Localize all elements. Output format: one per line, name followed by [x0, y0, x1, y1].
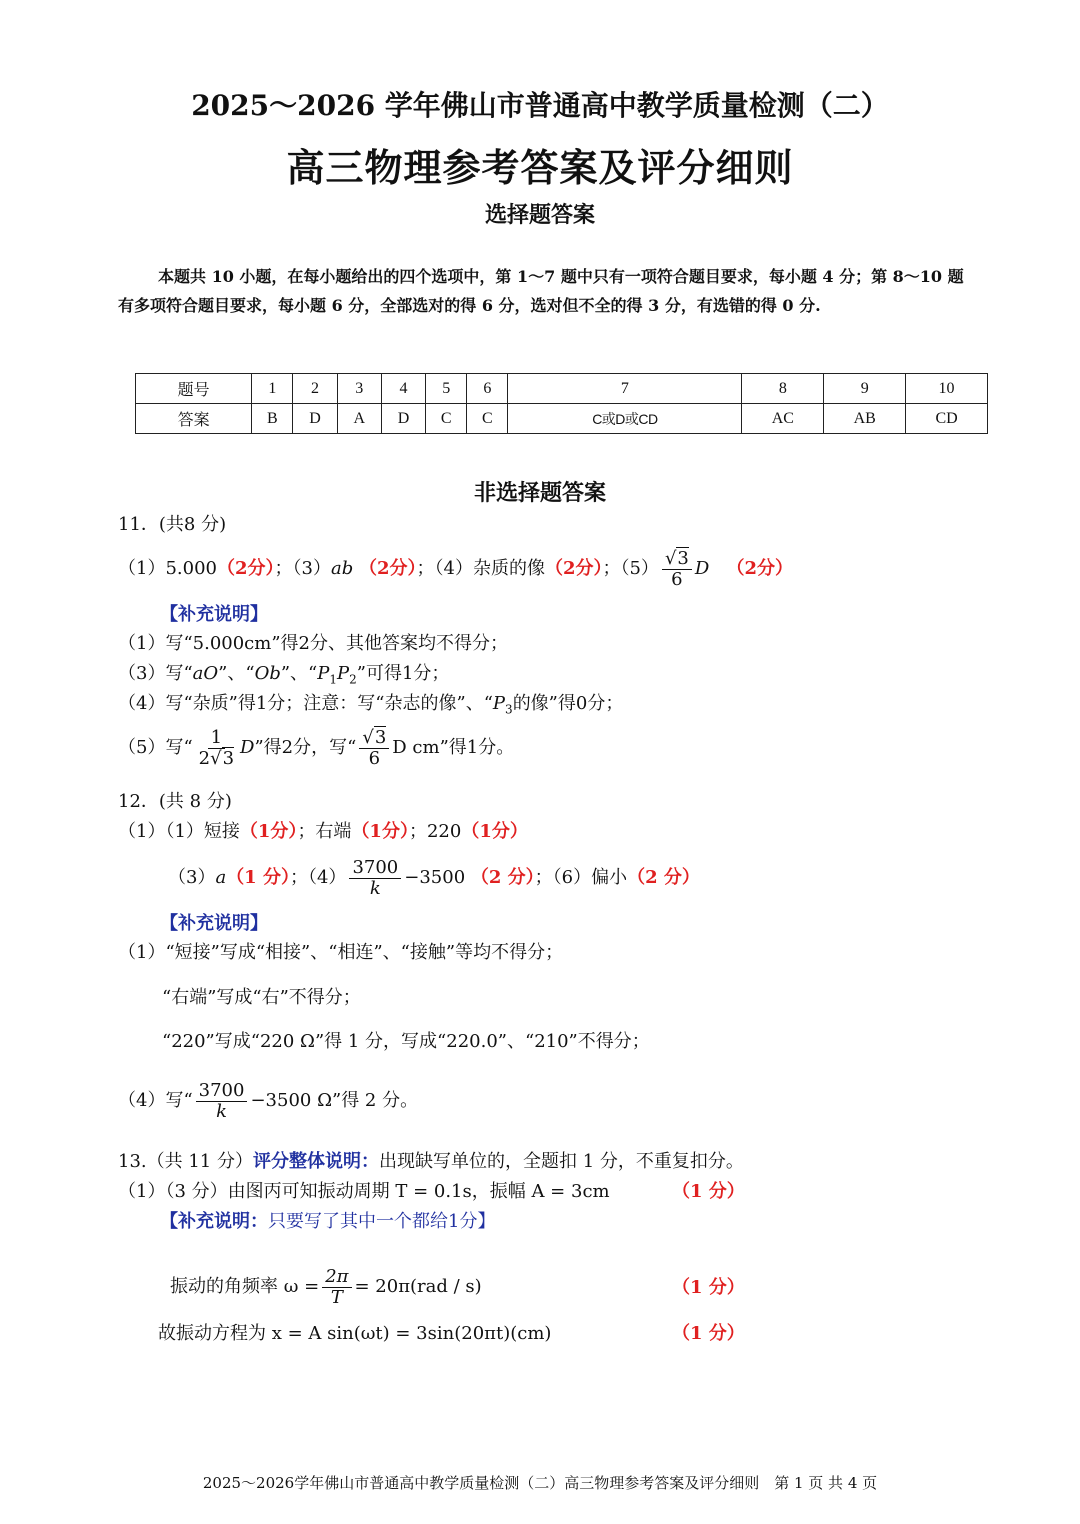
- frac-num: 1: [208, 728, 225, 749]
- frac-den: 6: [671, 568, 683, 590]
- q12-line-2: [168, 853, 700, 903]
- table-cell: 9: [824, 374, 906, 404]
- q11-note-1: （1）写“5.000cm”得2分、其他答案均不得分；: [118, 633, 508, 654]
- text: ；（4）: [289, 867, 347, 888]
- text: ”得2分，写“: [254, 737, 357, 758]
- table-cell: C: [467, 404, 508, 434]
- text: 评分整体说明：: [252, 1151, 379, 1172]
- text: ”、“: [218, 663, 255, 684]
- fraction: [196, 1081, 248, 1122]
- table-cell: D: [381, 404, 425, 434]
- frac-num: 3: [677, 547, 689, 569]
- text: （4）写“杂质”得1分；注意：写“杂志的像”、“: [118, 693, 493, 714]
- text: ；右端: [297, 821, 352, 842]
- q11-supplement-heading: 【补充说明】: [160, 604, 268, 625]
- q12-note-4: [118, 1076, 418, 1126]
- exam-title-line: 2025～2026 学年佛山市普通高中教学质量检测（二）: [191, 89, 889, 122]
- score: （2分）: [358, 558, 417, 579]
- q13-line-1: （1）（3 分）由图丙可知振动周期 T = 0.1s，振幅 A = 3cm: [118, 1181, 610, 1202]
- fraction: [349, 858, 401, 899]
- frac-num: 3700: [196, 1081, 248, 1102]
- subscript: 2: [349, 672, 357, 687]
- q12-note-2: “右端”写成“右”不得分；: [162, 987, 361, 1008]
- text: 只要写了其中一个都给1分】: [268, 1211, 496, 1232]
- q11-answers: [118, 546, 793, 592]
- q11-answer-4: ；（4）杂质的像: [416, 558, 545, 579]
- table-cell: AB: [824, 404, 906, 434]
- frac-den: 2: [198, 747, 211, 769]
- page-title: 高三物理参考答案及评分细则: [286, 145, 794, 190]
- text: （3）写“: [118, 663, 193, 684]
- text: Ob: [254, 663, 281, 684]
- mc-section-heading: 选择题答案: [484, 202, 595, 228]
- text: ”得1分。: [439, 737, 515, 758]
- q12-heading: 12．(共 8 分): [118, 791, 232, 812]
- text: （1）（1）短接: [118, 821, 240, 842]
- table-cell: 4: [381, 374, 425, 404]
- q13-heading: [118, 1150, 744, 1174]
- table-cell: D: [293, 404, 337, 434]
- text: 的像”得0分；: [512, 693, 624, 714]
- q11-answer-1: （1）5.000: [118, 558, 217, 579]
- table-cell: 6: [467, 374, 508, 404]
- subscript: 1: [329, 672, 338, 687]
- text: 出现缺写单位的，全题扣 1 分，不重复扣分。: [378, 1151, 744, 1172]
- q11-label-5: ；（5）: [602, 558, 659, 579]
- table-row-answers: [136, 404, 988, 434]
- text: （3）: [168, 867, 216, 888]
- q13-line-2: [170, 1262, 482, 1312]
- frac-den: k: [369, 877, 381, 899]
- mc-instructions: 本题共 10 小题，在每小题给出的四个选项中，第 1～7 题中只有一项符合题目要求，每小题 4 分；第 8～10 题有多项符合题目要求，每小题 6 分，全部选对的得 6 分，选对但不全的得 3 分，有选错的得 0 分.: [118, 267, 964, 315]
- score: （2分）: [216, 558, 275, 579]
- score: （1 分）: [226, 867, 290, 888]
- table-cell-label: 题号: [136, 374, 252, 404]
- table-cell: 7: [508, 374, 742, 404]
- text: 振动的角频率 ω =: [170, 1276, 320, 1297]
- frac-num: 3: [374, 726, 387, 748]
- table-cell: CD: [906, 404, 988, 434]
- q12-note-1: （1）“短接”写成“相接”、“相连”、“接触”等均不得分；: [118, 942, 564, 963]
- text: 【补充说明：: [160, 1211, 268, 1232]
- q12-note-3: “220”写成“220 Ω”得 1 分，写成“220.0”、“210”不得分；: [162, 1031, 650, 1052]
- q11-note-4: [118, 692, 623, 722]
- text: D: [240, 737, 255, 758]
- q11-answer-5-var: D: [694, 558, 710, 579]
- table-cell: 8: [742, 374, 824, 404]
- fraction: $\frac{√3}{6}$: [662, 549, 692, 590]
- q13-line-3: 故振动方程为 x = A sin(ωt) = 3sin(20πt)(cm): [158, 1323, 552, 1344]
- score: （1分）: [351, 821, 409, 842]
- q11-note-5: [118, 724, 514, 772]
- frac-den: T: [330, 1286, 343, 1308]
- table-cell: C或D或CD: [508, 404, 742, 434]
- frac-den: 6: [368, 747, 381, 769]
- table-cell: 1: [252, 374, 293, 404]
- score: （1 分）: [672, 1181, 745, 1202]
- text: P: [337, 663, 350, 684]
- text: D cm: [392, 737, 440, 758]
- text: aO: [192, 663, 219, 684]
- q12-supplement-heading: 【补充说明】: [160, 913, 268, 934]
- score: （2分）: [544, 558, 603, 579]
- score: （2 分）: [470, 867, 535, 888]
- text: ”可得1分；: [356, 663, 450, 684]
- score: （1 分）: [672, 1277, 745, 1298]
- q11-label-3: ；（3）: [274, 558, 331, 579]
- text: （4）写“: [118, 1090, 193, 1111]
- score: （1 分）: [672, 1323, 745, 1344]
- score: （1分）: [461, 821, 528, 842]
- page-footer: 2025～2026学年佛山市普通高中教学质量检测（二）高三物理参考答案及评分细则 第 1 页 共 4 页: [202, 1474, 878, 1492]
- table-cell: AC: [742, 404, 824, 434]
- text: ；220: [408, 821, 462, 842]
- fraction: $\frac{√3}{6}$: [359, 728, 389, 769]
- subscript: 3: [505, 702, 513, 717]
- table-cell: A: [337, 404, 381, 434]
- q11-answer-3: ab: [330, 558, 354, 579]
- table-cell-label: 答案: [136, 404, 252, 434]
- text: P: [317, 663, 330, 684]
- table-cell: B: [252, 404, 293, 434]
- non-mc-section-heading: 非选择题答案: [473, 480, 606, 506]
- table-cell: 5: [426, 374, 467, 404]
- score: （2 分）: [627, 867, 700, 888]
- score: （2分）: [726, 558, 794, 579]
- answer-table: [135, 373, 988, 434]
- frac-den: k: [216, 1100, 228, 1122]
- text: ”、“: [280, 663, 318, 684]
- fraction: [322, 1267, 351, 1308]
- frac-den-root: 3: [222, 747, 235, 769]
- frac-num: 2π: [322, 1267, 351, 1288]
- table-cell: C: [426, 404, 467, 434]
- text: −3500 Ω”得 2 分。: [250, 1090, 419, 1111]
- frac-num: 3700: [349, 858, 401, 879]
- q11-heading: 11．(共8 分): [118, 514, 227, 535]
- fraction: $\frac{1}{2√3}$: [198, 726, 235, 769]
- text: 13.（共 11 分）: [118, 1151, 253, 1172]
- table-cell: 10: [906, 374, 988, 404]
- table-cell: 2: [293, 374, 337, 404]
- text: ；（6）偏小: [534, 867, 628, 888]
- q11-note-3: [118, 662, 449, 692]
- q12-line-1: [118, 820, 528, 844]
- text: P: [492, 693, 506, 714]
- text: a: [215, 867, 227, 888]
- text: （5）写“: [118, 737, 193, 758]
- table-row-questions: [136, 374, 988, 404]
- q13-supplement: [160, 1210, 495, 1234]
- text: −3500: [404, 867, 466, 888]
- table-cell: 3: [337, 374, 381, 404]
- score: （1分）: [239, 821, 298, 842]
- text: = 20π(rad / s): [354, 1276, 482, 1297]
